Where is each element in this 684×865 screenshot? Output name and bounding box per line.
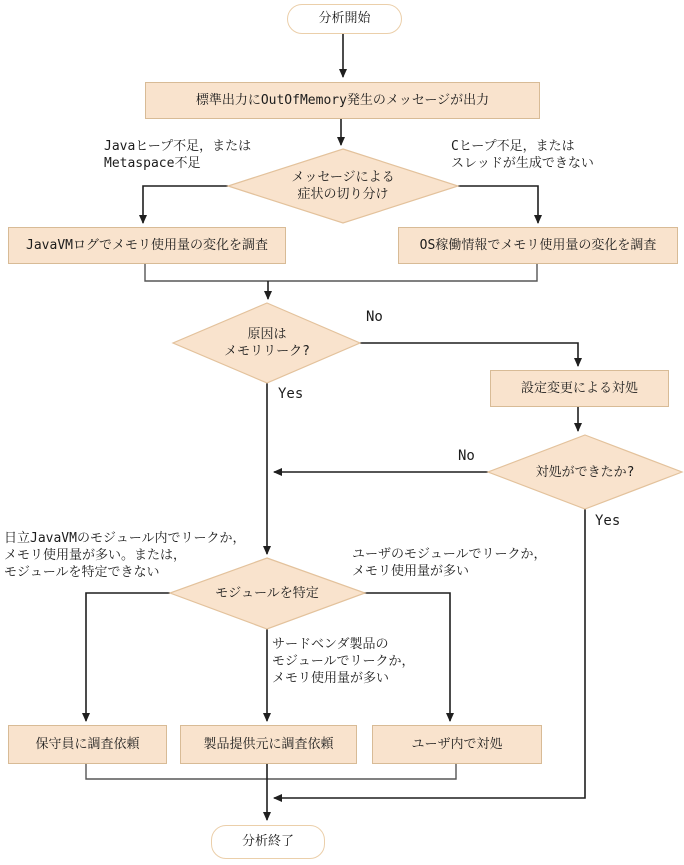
label-java-heap-line-1: Javaヒープ不足，または <box>104 139 252 154</box>
edge-triage-to-osinfo <box>458 186 538 223</box>
label-hitachi-module <box>4 530 245 581</box>
stdout-message-box: 標準出力にOutOfMemory発生のメッセージが出力 <box>145 82 540 119</box>
label-hitachi-module-line-2: メモリ使用量が多い。または， <box>4 548 187 563</box>
label-leak-yes: Yes <box>278 386 304 402</box>
handled-diamond-text: 対処ができたか? <box>535 465 635 480</box>
label-c-heap-line-2: スレッドが生成できない <box>451 156 594 171</box>
label-c-heap <box>451 138 594 172</box>
label-third-vendor-line-2: モジュールでリークか， <box>272 654 415 669</box>
label-third-vendor-line-3: メモリ使用量が多い <box>272 671 390 686</box>
start-terminator: 分析開始 <box>287 4 402 34</box>
label-c-heap-line-1: Cヒープ不足，または <box>451 139 575 154</box>
triage-line-2: 症状の切り分け <box>297 187 389 202</box>
javavm-log-box: JavaVMログでメモリ使用量の変化を調査 <box>8 227 286 264</box>
label-handled-no: No <box>458 448 475 464</box>
module-diamond-text: モジュールを特定 <box>215 586 319 601</box>
triage-diamond-text <box>253 169 433 203</box>
leak-diamond-text <box>187 326 347 360</box>
triage-line-1: メッセージによる <box>291 170 395 185</box>
user-handle-box: ユーザ内で対処 <box>372 725 542 764</box>
os-info-box: OS稼働情報でメモリ使用量の変化を調査 <box>398 227 678 264</box>
label-user-module <box>352 546 546 580</box>
label-hitachi-module-line-3: モジュールを特定できない <box>4 565 160 580</box>
label-java-heap-line-2: Metaspace不足 <box>104 156 201 171</box>
label-hitachi-module-line-1: 日立JavaVMのモジュール内でリークか， <box>4 531 246 546</box>
edge-triage-to-javavmlog <box>143 186 228 223</box>
label-user-module-line-1: ユーザのモジュールでリークか， <box>352 547 547 562</box>
label-leak-no: No <box>366 309 383 325</box>
edge-leak-no-to-config <box>360 343 578 366</box>
config-change-box: 設定変更による対処 <box>490 370 669 407</box>
label-third-vendor-line-1: サードベンダ製品の <box>272 637 389 652</box>
label-handled-yes: Yes <box>595 513 621 529</box>
end-terminator: 分析終了 <box>211 825 325 859</box>
edge-merge-investigate <box>145 262 537 281</box>
label-third-vendor-module <box>272 636 414 687</box>
leak-line-1: 原因は <box>247 327 287 342</box>
vendor-request-box: 製品提供元に調査依頼 <box>180 725 357 764</box>
label-user-module-line-2: メモリ使用量が多い <box>352 564 470 579</box>
edge-module-to-maintenance <box>86 593 170 721</box>
maintenance-request-box: 保守員に調査依頼 <box>8 725 167 764</box>
label-java-heap <box>104 138 251 172</box>
leak-line-2: メモリリーク? <box>224 344 310 359</box>
edge-merge-bottom <box>86 762 456 779</box>
